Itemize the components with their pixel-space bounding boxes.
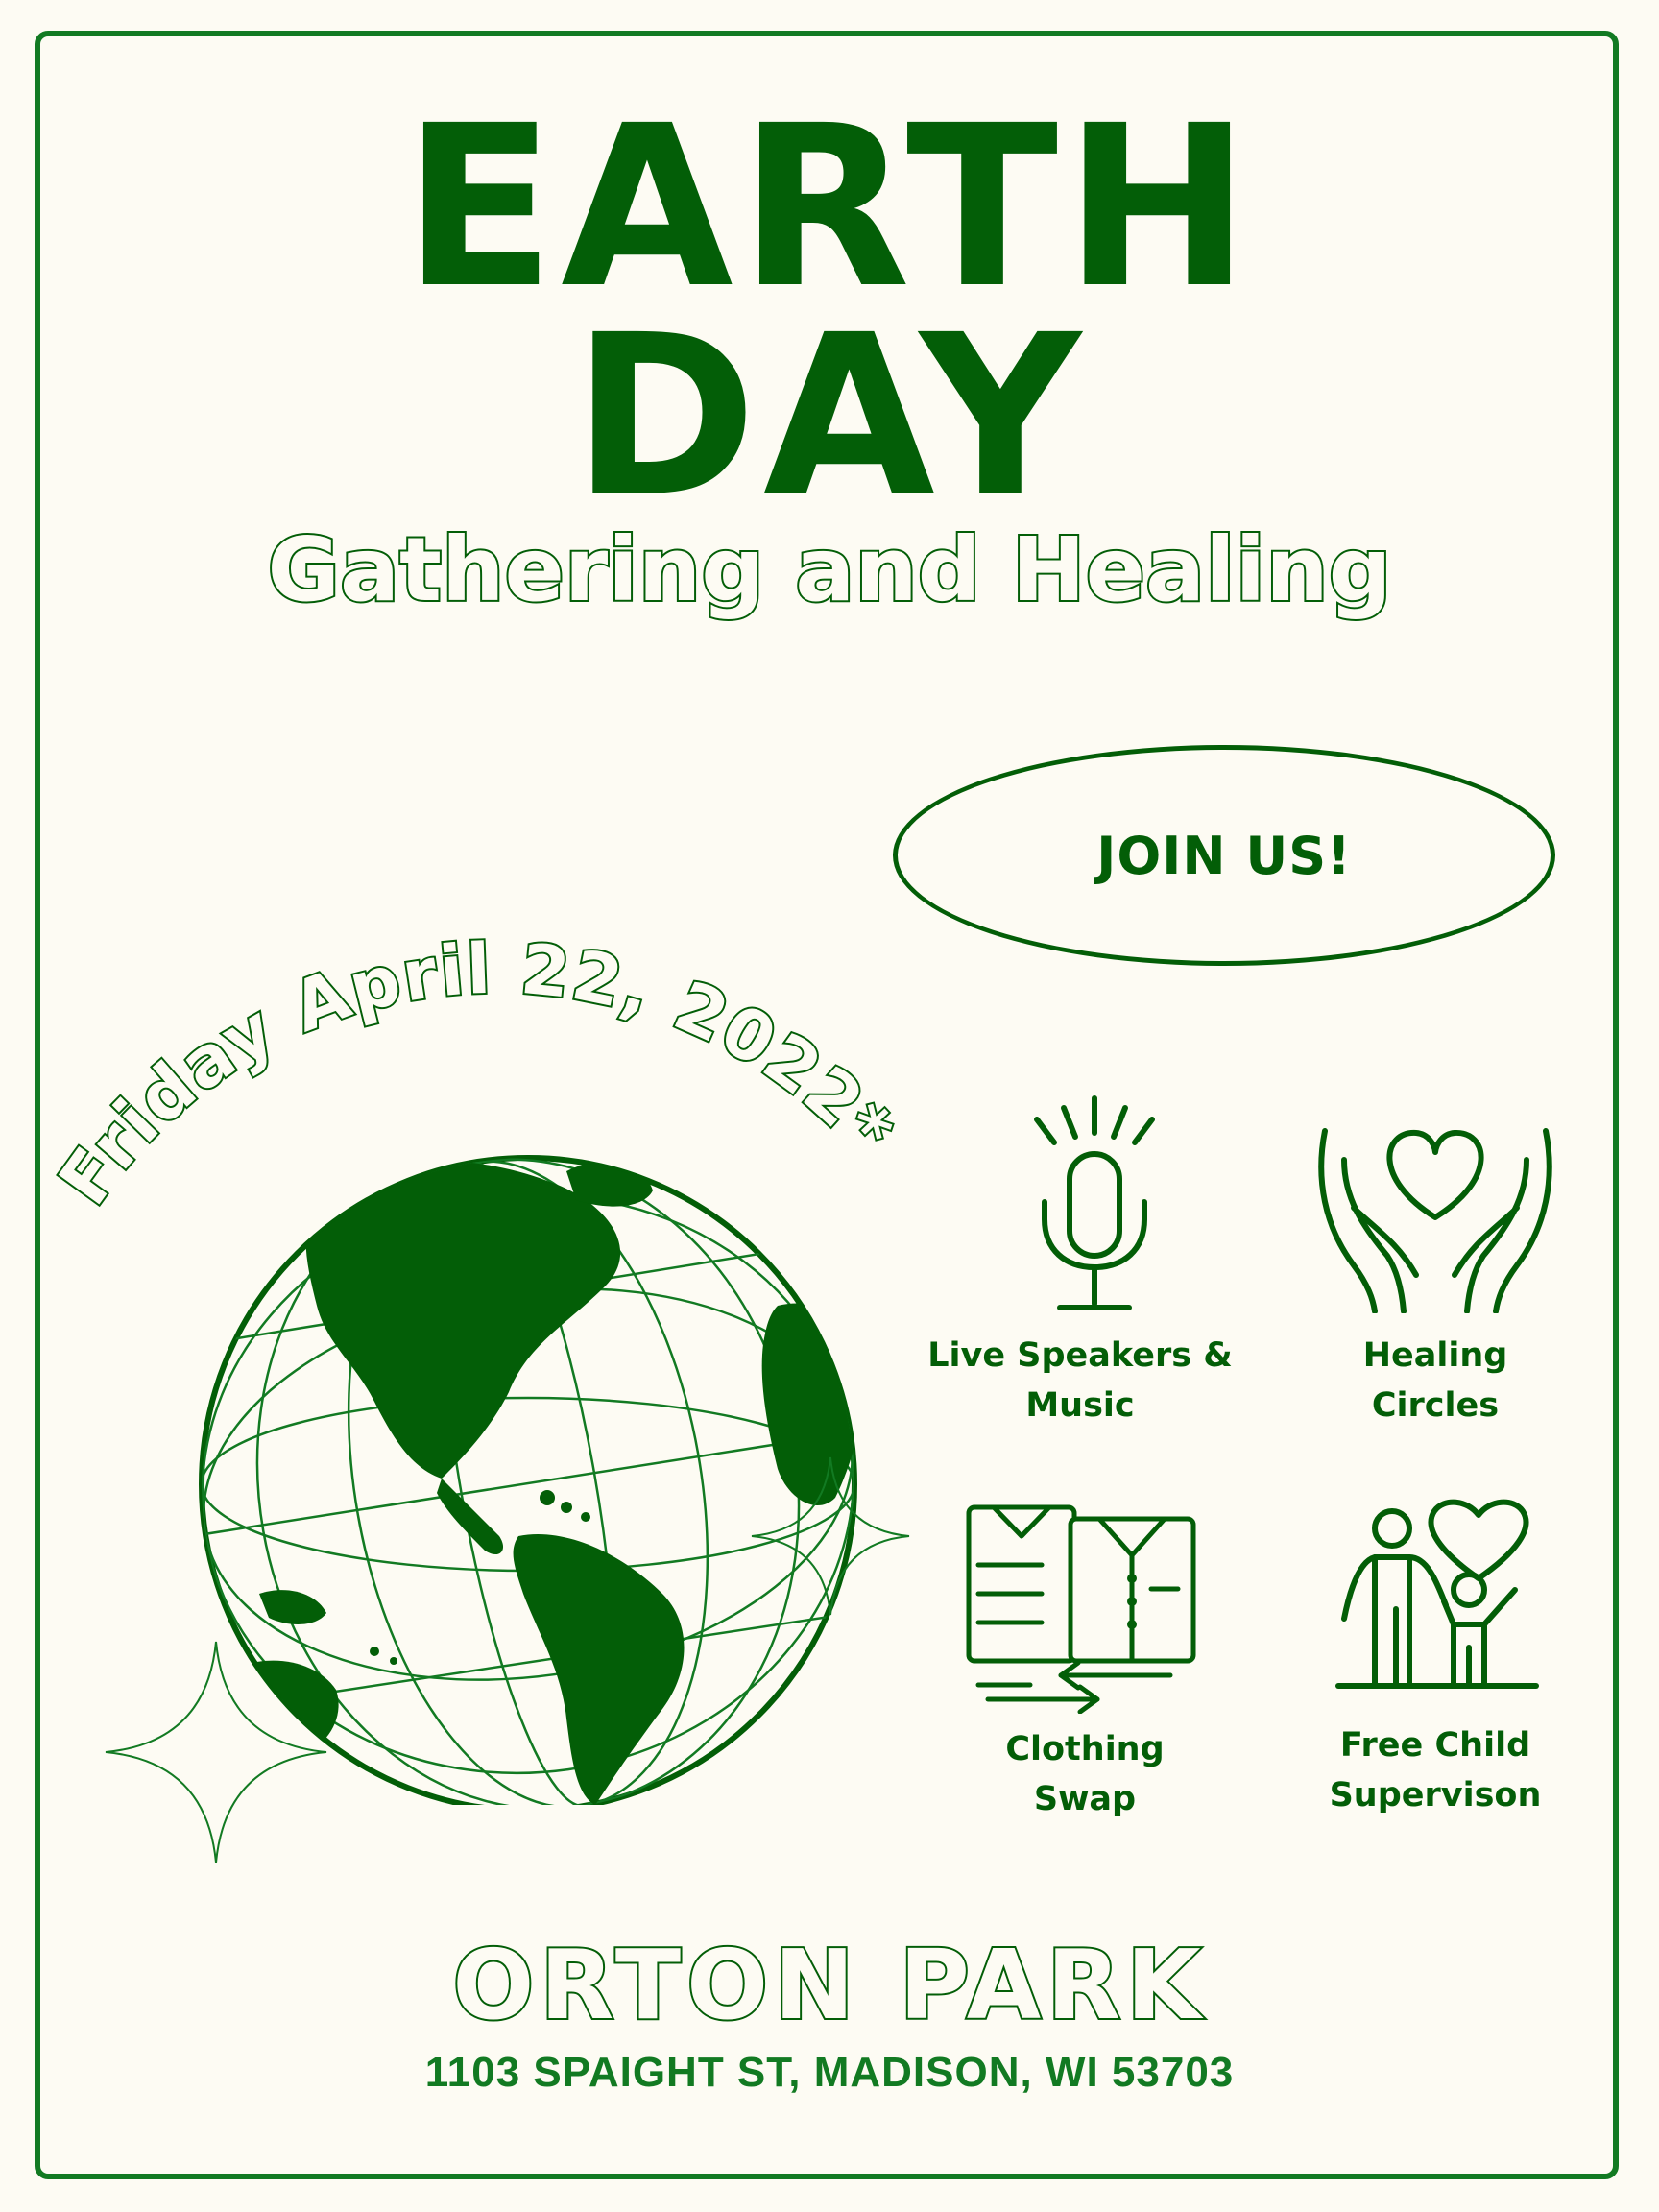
sparkle-icon xyxy=(96,1632,336,1872)
event-date: Friday April 22, 2022* xyxy=(43,927,910,1219)
parent-child-heart-icon xyxy=(1334,1494,1541,1691)
feature-label: Free Child Supervison xyxy=(1329,1726,1542,1815)
feature-label: Clothing Swap xyxy=(1005,1730,1165,1818)
join-us-label: JOIN US! xyxy=(1096,825,1352,886)
subtitle: Gathering and Healing xyxy=(267,518,1392,621)
sparkle-icon xyxy=(744,1450,917,1623)
feature-label: Healing Circles xyxy=(1362,1336,1508,1425)
venue-name: ORTON PARK xyxy=(452,1929,1207,2041)
feature-label: Live Speakers & Music xyxy=(927,1336,1233,1425)
title-day: DAY xyxy=(572,287,1087,546)
microphone-icon xyxy=(1027,1094,1162,1315)
heart-hands-icon xyxy=(1315,1121,1555,1313)
clothing-swap-icon xyxy=(965,1498,1205,1714)
venue-address: 1103 SPAIGHT ST, MADISON, WI 53703 xyxy=(424,2049,1235,2096)
join-us-badge xyxy=(893,745,1555,966)
title-earth: EARTH xyxy=(402,78,1257,337)
